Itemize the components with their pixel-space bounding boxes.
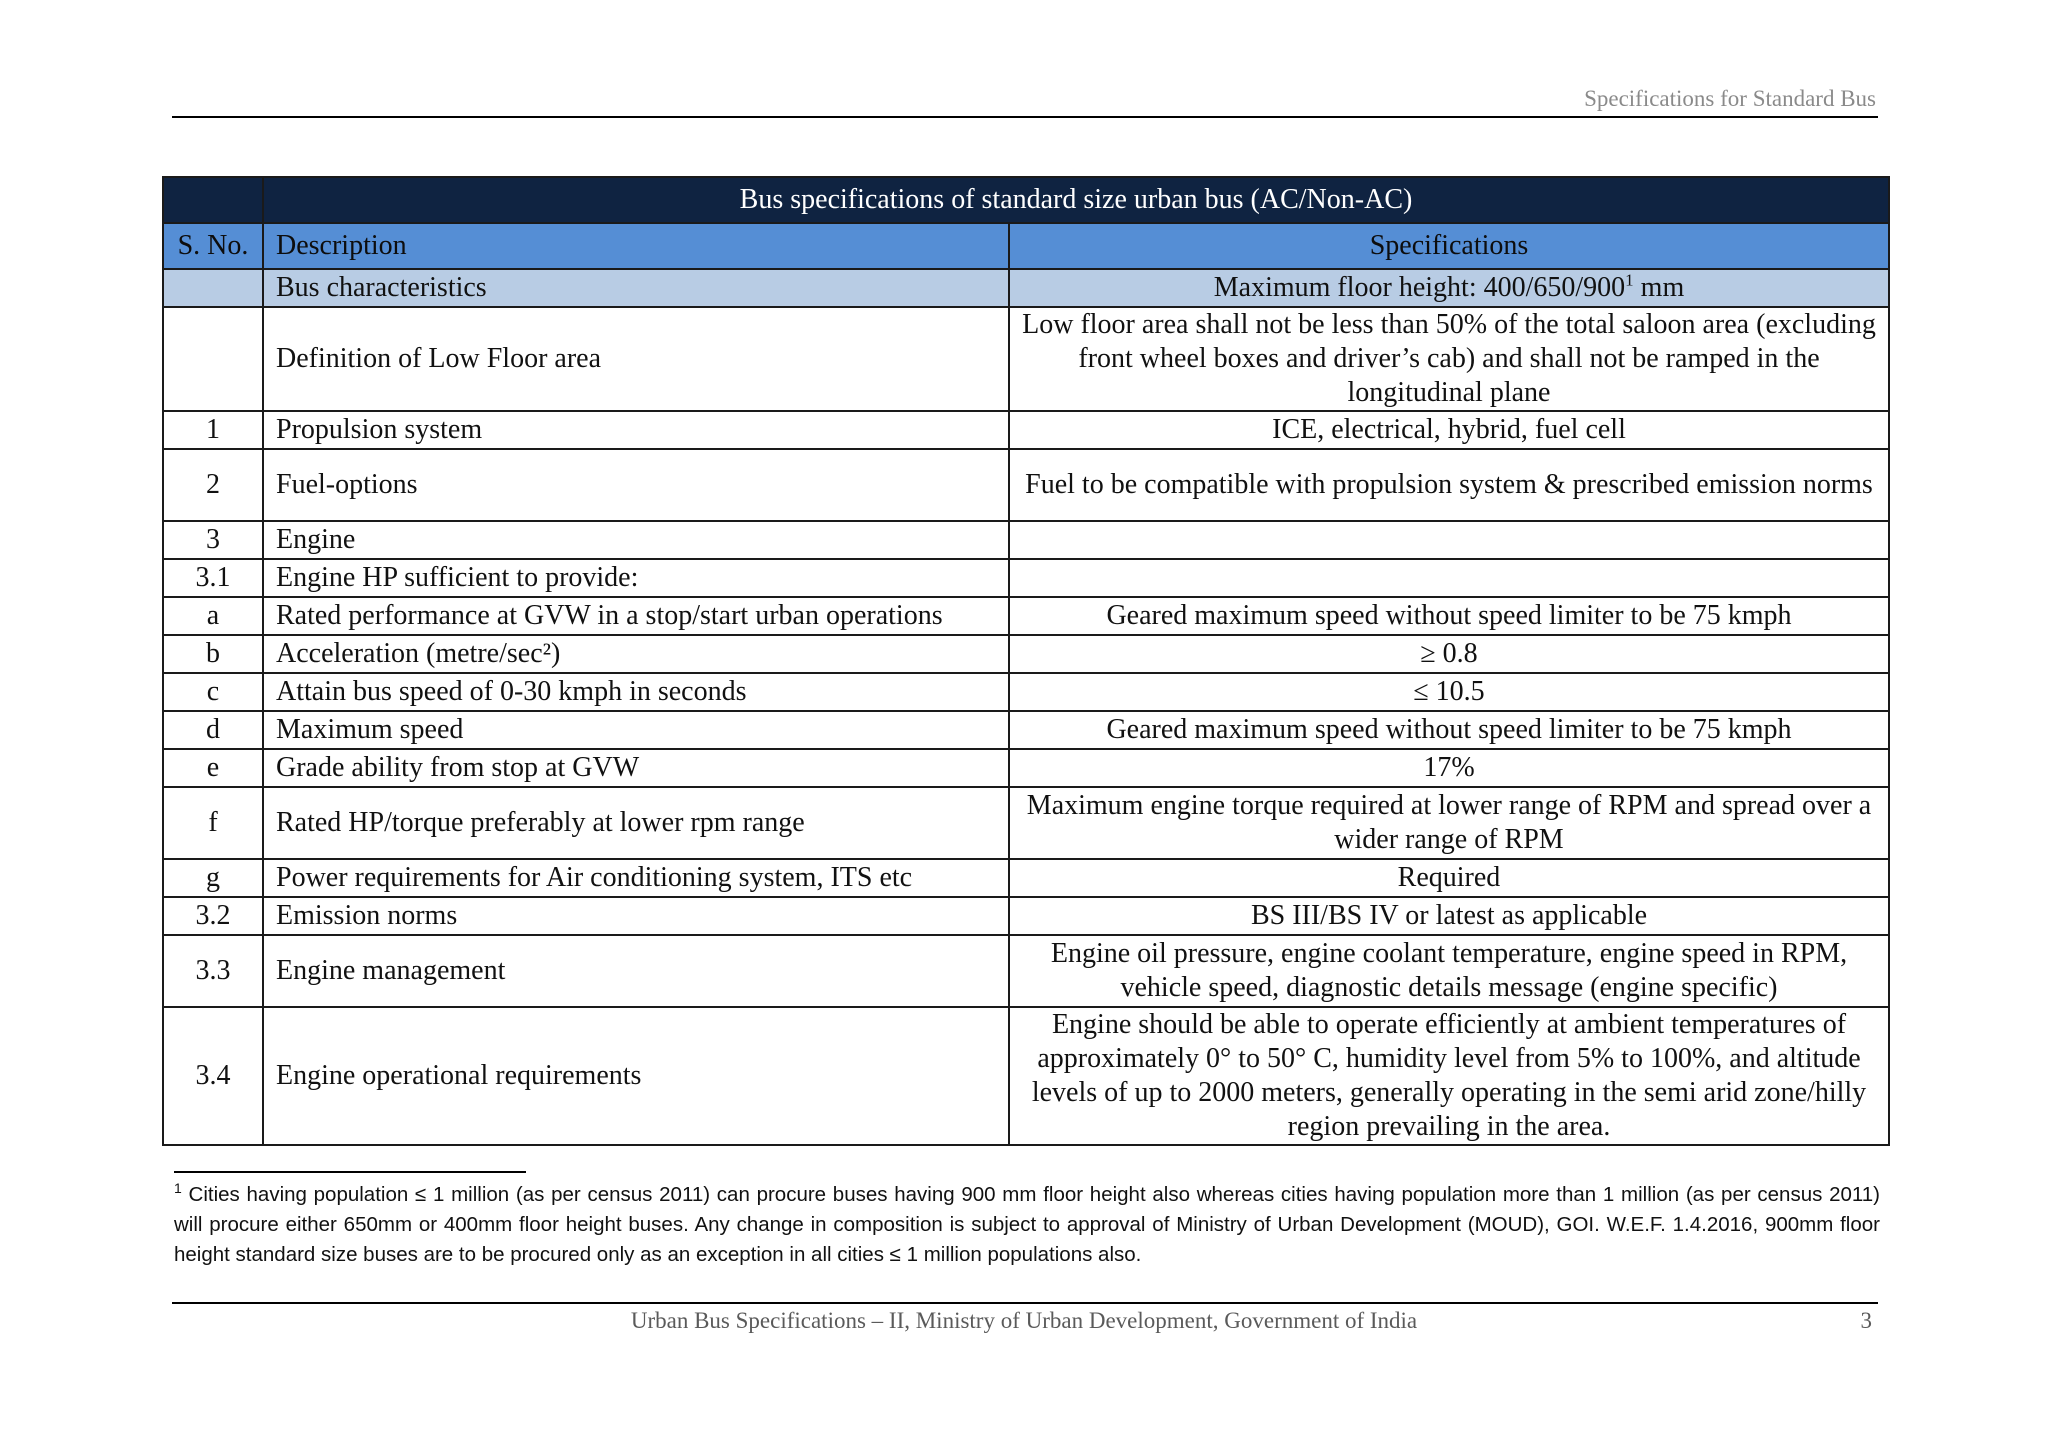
row-specification: Low floor area shall not be less than 50% of the total saloon area (excluding front wheel boxes and driver’s cab) and shall not be ramped in the longitudinal plane	[1009, 307, 1889, 411]
row-description: Power requirements for Air conditioning system, ITS etc	[263, 859, 1009, 897]
row-description: Engine operational requirements	[263, 1007, 1009, 1145]
table-row	[163, 411, 1889, 449]
title-blank-cell	[163, 177, 263, 223]
row-description: Acceleration (metre/sec²)	[263, 635, 1009, 673]
row-specification: Required	[1009, 859, 1889, 897]
footnote-text: Cities having population ≤ 1 million (as per census 2011) can procure buses having 900 mm floor height also whereas cities having population more than 1 million (as per census 2011) will procure either 650mm or 400mm floor height buses. Any change in composition is subject to approval of Ministry of Urban Development (MOUD), GOI. W.E.F. 1.4.2016, 900mm floor height standard size buses are to be procured only as an exception in all cities ≤ 1 million populations also.	[174, 1183, 1880, 1266]
table-row	[163, 673, 1889, 711]
running-footer: Urban Bus Specifications – II, Ministry of Urban Development, Government of India	[630, 1308, 1418, 1333]
table-row	[163, 897, 1889, 935]
row-description: Propulsion system	[263, 411, 1009, 449]
row-sno: c	[163, 673, 263, 711]
subheader-spec-text: Maximum floor height: 400/650/900	[1213, 272, 1626, 303]
table-title-row	[163, 177, 1889, 223]
row-specification: Fuel to be compatible with propulsion system & prescribed emission norms	[1009, 449, 1889, 521]
row-description: Engine management	[263, 935, 1009, 1007]
row-specification: ICE, electrical, hybrid, fuel cell	[1009, 411, 1889, 449]
row-specification: Maximum engine torque required at lower range of RPM and spread over a wider range of RPM	[1009, 787, 1889, 859]
row-description: Maximum speed	[263, 711, 1009, 749]
footer-rule	[172, 1302, 1878, 1304]
row-specification: 17%	[1009, 749, 1889, 787]
column-header-description: Description	[263, 223, 1009, 269]
row-sno: 2	[163, 449, 263, 521]
table-row	[163, 859, 1889, 897]
row-description: Emission norms	[263, 897, 1009, 935]
page-number: 3	[1860, 1308, 1872, 1333]
row-description: Rated performance at GVW in a stop/start urban operations	[263, 597, 1009, 635]
row-sno: 3.3	[163, 935, 263, 1007]
row-description: Engine	[263, 521, 1009, 559]
footnote-reference[interactable]: 1	[1625, 270, 1634, 290]
row-specification: Geared maximum speed without speed limiter to be 75 kmph	[1009, 597, 1889, 635]
row-sno: a	[163, 597, 263, 635]
row-description: Attain bus speed of 0-30 kmph in seconds	[263, 673, 1009, 711]
row-sno: 3.1	[163, 559, 263, 597]
subheader-sno	[163, 269, 263, 307]
table-row	[163, 597, 1889, 635]
table-row	[163, 449, 1889, 521]
running-header: Specifications for Standard Bus	[1584, 86, 1876, 111]
row-specification: Geared maximum speed without speed limiter to be 75 kmph	[1009, 711, 1889, 749]
footnote-separator	[174, 1171, 526, 1173]
header-rule	[172, 116, 1878, 118]
row-specification: BS III/BS IV or latest as applicable	[1009, 897, 1889, 935]
column-header-sno: S. No.	[163, 223, 263, 269]
table-row	[163, 521, 1889, 559]
row-specification: ≥ 0.8	[1009, 635, 1889, 673]
footnote	[174, 1180, 1880, 1270]
row-sno: d	[163, 711, 263, 749]
row-sno: e	[163, 749, 263, 787]
subheader-row	[163, 269, 1889, 307]
table-row	[163, 635, 1889, 673]
row-sno: 1	[163, 411, 263, 449]
footnote-marker: 1	[174, 1180, 182, 1197]
specifications-table	[162, 176, 1890, 1146]
row-specification: ≤ 10.5	[1009, 673, 1889, 711]
row-specification: Engine should be able to operate efficiently at ambient temperatures of approximately 0° to 50° C, humidity level from 5% to 100%, and altitude levels of up to 2000 meters, generally operating in the semi arid zone/hilly region prevailing in the area.	[1009, 1007, 1889, 1145]
row-sno: 3.2	[163, 897, 263, 935]
row-specification: Engine oil pressure, engine coolant temperature, engine speed in RPM, vehicle speed, diagnostic details message (engine specific)	[1009, 935, 1889, 1007]
table-row	[163, 749, 1889, 787]
column-header-specifications: Specifications	[1009, 223, 1889, 269]
table-row	[163, 307, 1889, 411]
row-sno: 3.4	[163, 1007, 263, 1145]
table-row	[163, 559, 1889, 597]
row-sno: f	[163, 787, 263, 859]
table-row	[163, 1007, 1889, 1145]
row-sno	[163, 307, 263, 411]
table-row	[163, 711, 1889, 749]
subheader-specification	[1009, 269, 1889, 307]
row-description: Engine HP sufficient to provide:	[263, 559, 1009, 597]
subheader-description: Bus characteristics	[263, 269, 1009, 307]
subheader-spec-unit: mm	[1633, 272, 1685, 303]
row-description: Rated HP/torque preferably at lower rpm range	[263, 787, 1009, 859]
table-row	[163, 935, 1889, 1007]
row-description: Fuel-options	[263, 449, 1009, 521]
column-header-row	[163, 223, 1889, 269]
row-specification	[1009, 521, 1889, 559]
row-sno: g	[163, 859, 263, 897]
table-title: Bus specifications of standard size urban bus (AC/Non-AC)	[263, 177, 1889, 223]
row-specification	[1009, 559, 1889, 597]
table-row	[163, 787, 1889, 859]
row-sno: 3	[163, 521, 263, 559]
row-description: Definition of Low Floor area	[263, 307, 1009, 411]
row-description: Grade ability from stop at GVW	[263, 749, 1009, 787]
row-sno: b	[163, 635, 263, 673]
